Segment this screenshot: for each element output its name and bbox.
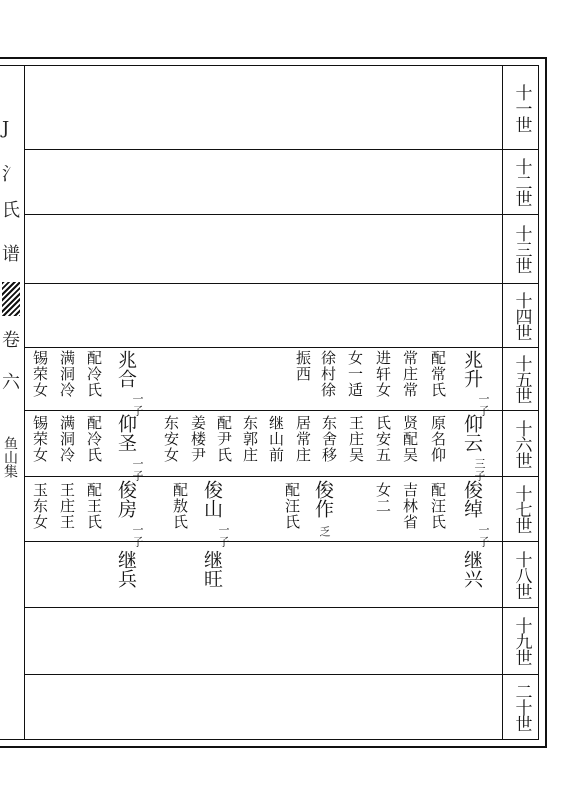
spouse-note: 配王氏 <box>85 482 103 530</box>
row-divider <box>24 214 539 215</box>
person-name: 兆合 <box>115 350 137 388</box>
son-count: 一子 <box>477 393 490 417</box>
record-note: 吉林省 <box>401 482 419 530</box>
spouse-note: 配冷氏 <box>85 415 103 463</box>
record-note: 东舍移 <box>320 415 338 463</box>
generation-label: 二十世 <box>511 683 532 731</box>
row-divider <box>24 283 539 284</box>
son-count: 一子 <box>217 524 230 548</box>
record-note: 女一适 <box>346 350 364 398</box>
person-name: 俊作 <box>312 480 334 518</box>
spouse-note: 配敖氏 <box>171 482 189 530</box>
spine-fragment: 氵 <box>2 164 20 185</box>
row-divider <box>24 149 539 150</box>
record-note: 配尹氏 <box>215 415 233 463</box>
person-name: 仰圣 <box>115 414 137 452</box>
row-divider <box>24 607 539 608</box>
generation-label: 十八世 <box>511 550 532 599</box>
record-note: 徐村徐 <box>319 350 337 398</box>
row-divider <box>24 541 539 542</box>
row-divider <box>24 476 539 477</box>
record-note: 女二 <box>374 482 392 514</box>
person-name: 继兴 <box>461 550 483 588</box>
spine-tab-mark <box>2 282 20 316</box>
spouse-note: 配常氏 <box>429 350 447 398</box>
spine-fragment: J <box>2 118 10 139</box>
spouse-note: 配冷氏 <box>85 350 103 398</box>
record-note: 王庄王 <box>58 482 76 530</box>
person-name: 俊山 <box>201 480 223 518</box>
son-count: 三子 <box>473 458 486 482</box>
generation-label: 十六世 <box>511 419 532 468</box>
generation-label: 十二世 <box>511 158 532 206</box>
person-name: 仰云 <box>461 414 483 452</box>
record-note: 锡荣女 <box>31 350 49 398</box>
record-note: 东郭庄 <box>241 415 259 463</box>
spine-margin-line <box>24 65 25 740</box>
son-count: 一子 <box>131 393 144 417</box>
spine-title: 鱼山集 <box>2 436 18 478</box>
son-count: 一子 <box>131 458 144 482</box>
spouse-note: 配汪氏 <box>429 482 447 530</box>
record-note: 继山前 <box>267 415 285 463</box>
generation-label: 十四世 <box>511 291 532 340</box>
generation-label: 十一世 <box>511 83 532 132</box>
record-note: 原名仰 <box>429 415 447 463</box>
son-count: 一子 <box>477 524 490 548</box>
generation-label: 十五世 <box>511 355 532 403</box>
record-note: 居常庄 <box>294 415 312 463</box>
record-note: 玉东女 <box>31 482 49 530</box>
record-note: 满洞冷 <box>58 350 76 398</box>
person-name: 继兵 <box>115 550 137 588</box>
record-note: 贤配吴 <box>401 415 419 463</box>
spine-fragment: 氏 <box>2 200 20 221</box>
spine-fragment: 卷 <box>2 330 20 351</box>
person-name: 继旺 <box>201 550 223 588</box>
spouse-note: 配汪氏 <box>283 482 301 530</box>
son-count: 乏 <box>318 526 331 538</box>
generation-label: 十九世 <box>511 617 532 665</box>
row-divider <box>24 410 539 411</box>
person-name: 兆升 <box>461 350 483 388</box>
record-note: 常庄常 <box>401 350 419 398</box>
row-divider <box>24 674 539 675</box>
person-name: 俊房 <box>115 480 137 518</box>
record-note: 氏安五 <box>374 415 392 463</box>
record-note: 振西 <box>294 350 312 382</box>
spine-fragment: 谱 <box>2 244 20 265</box>
record-note: 锡荣女 <box>31 415 49 463</box>
generation-label: 十七世 <box>511 485 532 533</box>
record-note: 东安女 <box>162 415 180 463</box>
generation-label: 十三世 <box>511 225 532 273</box>
person-name: 俊绰 <box>461 480 483 518</box>
page-inner-border <box>0 65 539 740</box>
record-note: 进轩女 <box>374 350 392 398</box>
row-divider <box>24 347 539 348</box>
spine-fragment: 六 <box>2 372 20 393</box>
record-note: 姜楼尹 <box>189 415 207 463</box>
record-note: 满洞冷 <box>58 415 76 463</box>
record-note: 王庄吴 <box>347 415 365 463</box>
son-count: 一子 <box>131 524 144 548</box>
